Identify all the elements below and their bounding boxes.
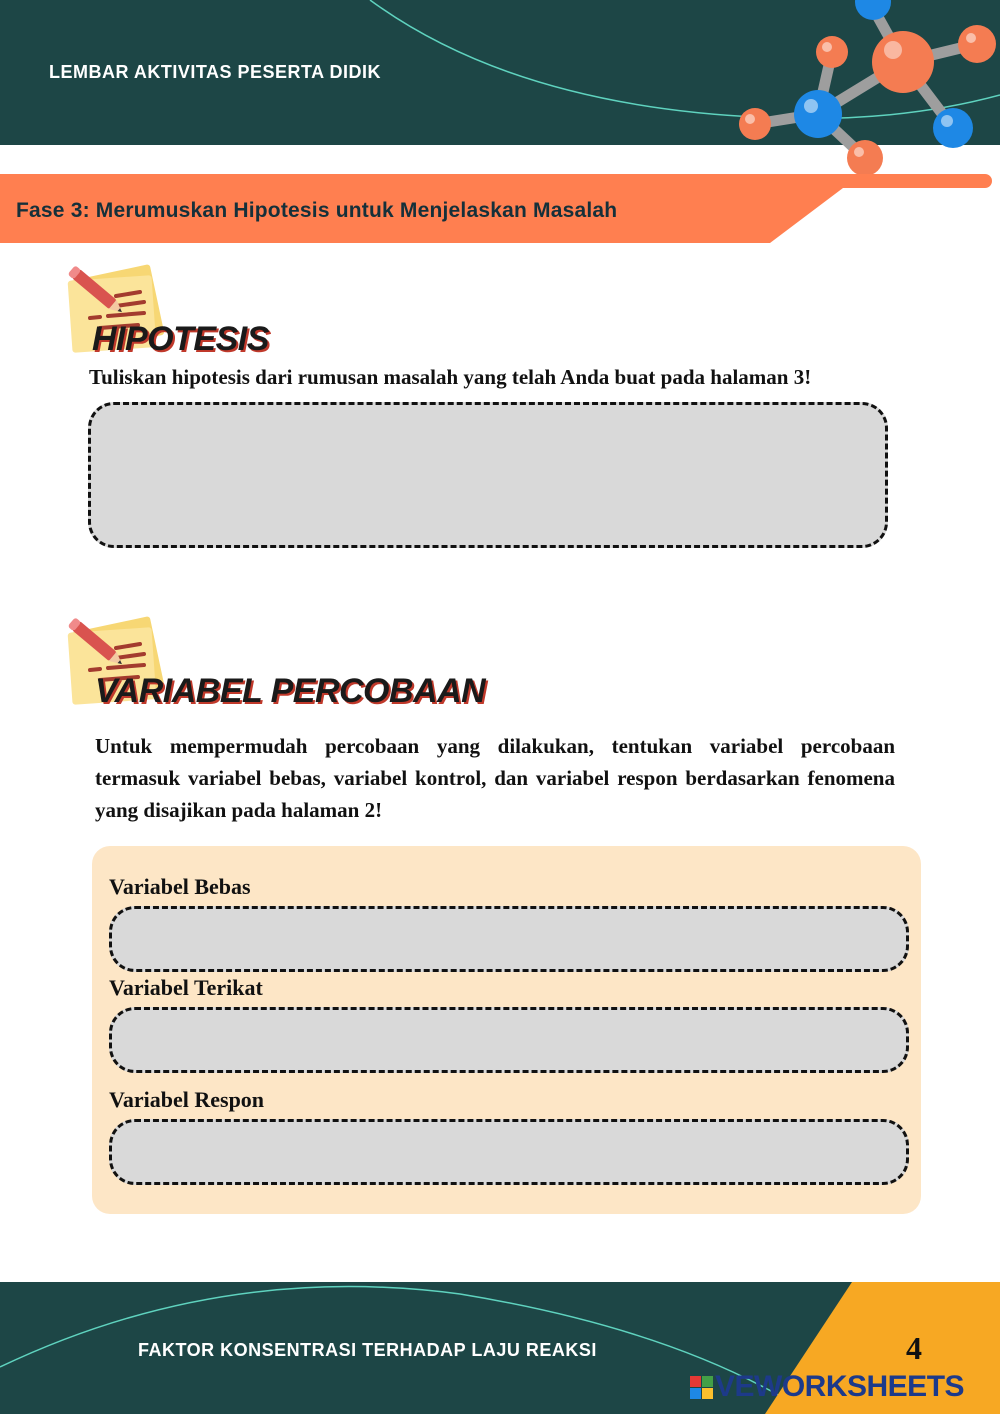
variable-label-respon: Variabel Respon (109, 1087, 265, 1112)
hypothesis-title: HIPOTESIS (92, 320, 269, 358)
hypothesis-instruction: Tuliskan hipotesis dari rumusan masalah yang telah Anda buat pada halaman 3! (89, 365, 812, 389)
liveworksheets-logo-icon (690, 1376, 713, 1399)
footer-banner (0, 1282, 1000, 1414)
liveworksheets-logo (690, 1370, 964, 1404)
variable-bebas-field[interactable] (109, 906, 909, 972)
molecule-icon (725, 0, 1000, 180)
variable-label-terikat: Variabel Terikat (109, 975, 263, 1000)
liveworksheets-brand-text: VEWORKSHEETS (715, 1370, 965, 1403)
footer-title: FAKTOR KONSENTRASI TERHADAP LAJU REAKSI (138, 1340, 597, 1360)
variable-respon-field[interactable] (109, 1119, 909, 1185)
variables-title: VARIABEL PERCOBAAN (95, 672, 486, 710)
variables-instruction: Untuk mempermudah percobaan yang dilakukan, tentukan variabel percobaan termasuk variabel bebas, variabel kontrol, dan variabel respon berdasarkan fenomena yang disajikan pada halaman 2! (95, 734, 895, 822)
hypothesis-answer-field[interactable] (88, 402, 888, 548)
page-number: 4 (906, 1330, 922, 1366)
variable-terikat-field[interactable] (109, 1007, 909, 1073)
header-title: LEMBAR AKTIVITAS PESERTA DIDIK (49, 62, 382, 82)
phase-title: Fase 3: Merumuskan Hipotesis untuk Menjelaskan Masalah (16, 199, 618, 222)
variable-label-bebas: Variabel Bebas (109, 874, 251, 899)
